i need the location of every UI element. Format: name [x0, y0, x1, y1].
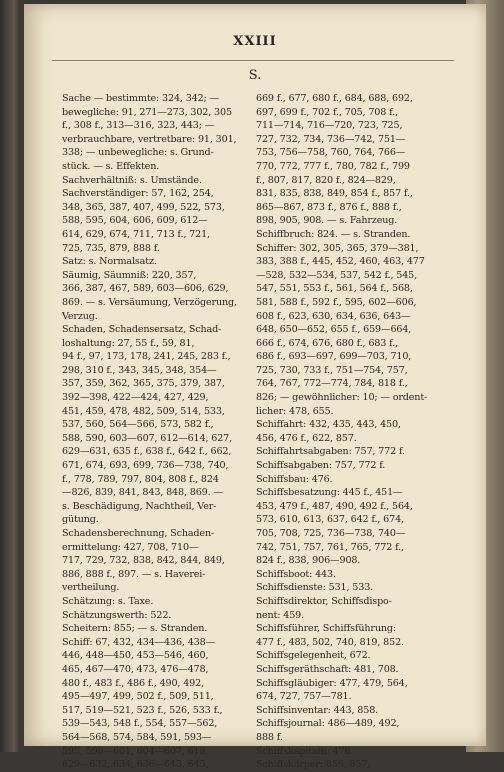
index-line: 666 f., 674, 676, 680 f., 683 f., [256, 337, 398, 349]
index-line: 446, 448—450, 453—546, 460, [62, 650, 209, 662]
index-line: 564—568, 574, 584, 591, 593— [62, 731, 212, 743]
index-line: 298, 310 f., 343, 345, 348, 354— [62, 364, 217, 376]
section-letter: S. [248, 68, 262, 83]
index-line: 725, 735, 879, 888 f. [62, 242, 160, 254]
index-line: 348, 365, 387, 407, 499, 522, 573, [62, 201, 225, 213]
index-line: Schiffsgelegenheit, 672. [256, 650, 371, 662]
index-line: Schiffsboot: 443. [256, 568, 336, 580]
index-line: 865—867, 873 f., 876 f., 888 f., [256, 201, 402, 213]
index-line: Schiff: 67, 432, 434—436, 438— [62, 636, 216, 648]
index-line: Schiffahrt: 432, 435, 443, 450, [256, 419, 401, 431]
index-line: 725, 730, 733 f., 751—754, 757, [256, 364, 408, 376]
index-line: 826; — gewöhnlicher: 10; — ordent- [256, 392, 428, 404]
index-line: 697, 699 f., 702 f., 705, 708 f., [256, 106, 398, 118]
index-column-right [256, 92, 452, 772]
index-line: bewegliche: 91, 271—273, 302, 305 [62, 106, 232, 118]
index-line: Schadensberechnung, Schaden- [62, 528, 215, 539]
index-line: f., 308 f., 313—316, 323, 443; — [62, 120, 215, 132]
index-line: 717, 729, 732, 838, 842, 844, 849, [62, 555, 225, 567]
index-line: Verzug. [62, 310, 98, 322]
index-line: Schätzungswerth: 522. [62, 609, 172, 621]
index-line: Schätzung: s. Taxe. [62, 595, 154, 607]
index-line: 537, 560, 564—566, 573, 582 f., [62, 419, 214, 431]
index-line: Schiffsbesatzung: 445 f., 451— [256, 487, 403, 499]
index-line: 539—543, 548 f., 554, 557—562, [62, 718, 218, 730]
index-line: 94 f., 97, 173, 178, 241, 245, 283 f., [62, 351, 231, 363]
index-line: 480 f., 483 f., 486 f., 490, 492, [62, 677, 204, 689]
index-line: Schiffskörper: 855, 857. [256, 759, 371, 771]
index-line: vertheilung. [62, 582, 120, 594]
index-line: Schiffsdienste: 531, 533. [256, 582, 374, 594]
index-line: 886, 888 f., 897. — s. Haverei- [62, 568, 206, 580]
index-line: 357, 359, 362, 365, 375, 379, 387, [62, 378, 225, 390]
index-line: 831, 835, 838, 849, 854 f., 857 f., [256, 188, 413, 200]
index-line: 888 f. [256, 731, 283, 743]
index-line: Schiffsjournal: 486—489, 492, [256, 718, 400, 730]
index-line: loshaltung: 27, 55 f., 59, 81, [62, 337, 195, 349]
index-line: 495—497, 499, 502 f., 509, 511, [62, 691, 214, 703]
index-line: 456, 476 f., 622, 857. [256, 432, 357, 444]
index-line: 588, 595, 604, 606, 609, 612— [62, 215, 208, 227]
page-number: XXIII [233, 34, 277, 49]
index-line: ermittelung: 427, 708, 710— [62, 541, 199, 553]
index-line: Säumig, Säumniß: 220, 357, [62, 269, 197, 281]
index-line: nent: 459. [256, 609, 305, 621]
header-rule [52, 60, 454, 61]
index-line: Schiffbruch: 824. — s. Stranden. [256, 228, 411, 240]
index-line: Schiffer: 302, 305, 365, 379—381, [256, 242, 419, 254]
index-line: verbrauchbare, vertretbare: 91, 301, [62, 133, 237, 145]
index-line: 629—632, 634, 636—643, 645, [62, 759, 209, 771]
index-line: 674, 727, 757—781. [256, 691, 352, 703]
index-line: Schiffsgeräthschaft: 481, 708. [256, 663, 399, 675]
index-line: 869. — s. Versäumung, Verzögerung, [62, 296, 237, 308]
index-line: f., 778, 789, 797, 804, 808 f., 824 [62, 473, 219, 485]
index-line: 629—631, 635 f., 638 f., 642 f., 662, [62, 446, 232, 458]
index-line: 392—398, 422—424, 427, 429, [62, 392, 209, 404]
index-line: Sache — bestimmte: 324, 342; — [62, 93, 219, 104]
index-line: 517, 519—521, 523 f., 526, 533 f., [62, 704, 223, 716]
index-line: Satz: s. Normalsatz. [62, 256, 157, 268]
index-line: Schiffsdirektor, Schiffsdispo- [256, 595, 392, 607]
index-line: s. Beschädigung, Nachtheil, Ver- [62, 500, 217, 512]
index-line: 547, 551, 553 f., 561, 564 f., 568, [256, 283, 413, 295]
index-line: gütung. [62, 514, 99, 526]
index-line: 742, 751, 757, 761, 765, 772 f., [256, 541, 404, 553]
index-line: Schiffsgläubiger: 477, 479, 564, [256, 677, 408, 689]
index-line: 465, 467—470, 473, 476—478, [62, 663, 209, 675]
index-line: Sachverständiger: 57, 162, 254, [62, 188, 214, 200]
index-line: 669 f., 677, 680 f., 684, 688, 692, [256, 93, 413, 104]
index-line: 338; — unbewegliche: s. Grund- [62, 147, 214, 159]
index-line: 648, 650—652, 655 f., 659—664, [256, 324, 412, 336]
index-line: 671, 674, 693, 699, 736—738, 740, [62, 460, 229, 472]
index-line: Schiffahrtsabgaben: 757, 772 f. [256, 446, 405, 458]
index-line: 686 f., 693—697, 699—703, 710, [256, 351, 412, 363]
index-line: 711—714, 716—720, 723, 725, [256, 120, 403, 132]
index-line: 453, 479 f., 487, 490, 492 f., 564, [256, 500, 413, 512]
index-line: 581, 588 f., 592 f., 595, 602—606, [256, 296, 417, 308]
index-line: Scheitern: 855; — s. Stranden. [62, 623, 208, 635]
index-line: 770, 772, 777 f., 780, 782 f., 799 [256, 160, 410, 172]
index-line: Schiffsbau: 476. [256, 473, 333, 485]
index-line: stück. — s. Effekten. [62, 160, 160, 172]
index-line: 451, 459, 478, 482, 509, 514, 533, [62, 405, 225, 417]
index-line: 383, 388 f., 445, 452, 460, 463, 477 [256, 256, 425, 268]
index-line: 824 f., 838, 906—908. [256, 555, 361, 567]
index-line: Schiffsführer, Schiffsführung: [256, 623, 396, 635]
index-line: 898, 905, 908. — s. Fahrzeug. [256, 215, 398, 227]
index-line: —826, 839, 841, 843, 848, 869. — [62, 487, 223, 499]
index-line: 588, 590, 603—607, 612—614, 627, [62, 432, 233, 444]
index-line: 366, 387, 467, 589, 603—606, 629, [62, 283, 229, 295]
index-line: f., 807, 817, 820 f., 824—829, [256, 174, 396, 186]
index-line: —528, 532—534, 537, 542 f., 545, [256, 269, 418, 281]
index-line: Schaden, Schadensersatz, Schad- [62, 324, 222, 336]
index-line: 477 f., 483, 502, 740, 819, 852. [256, 636, 404, 648]
index-line: Sachverhältniß: s. Umstände. [62, 174, 202, 186]
index-line: 608 f., 623, 630, 634, 636, 643— [256, 310, 411, 322]
index-line: 573, 610, 613, 637, 642 f., 674, [256, 514, 404, 526]
index-line: 753, 756—758, 760, 764, 766— [256, 147, 406, 159]
index-line: 595, 598—601, 604—607, 618, [62, 745, 209, 757]
index-line: 614, 629, 674, 711, 713 f., 721, [62, 228, 210, 240]
index-line: Schiffskapitain: 478. [256, 745, 354, 757]
index-line: Schiffsabgaben: 757, 772 f. [256, 460, 386, 472]
index-line: 705, 708, 725, 736—738, 740— [256, 528, 406, 539]
index-line: 727, 732, 734, 736—742, 751— [256, 133, 406, 145]
index-line: licher: 478, 655. [256, 405, 334, 417]
index-column-left [62, 92, 252, 772]
index-line: Schiffsinventar: 443, 858. [256, 704, 379, 716]
index-line: 764, 767, 772—774, 784, 818 f., [256, 378, 408, 390]
